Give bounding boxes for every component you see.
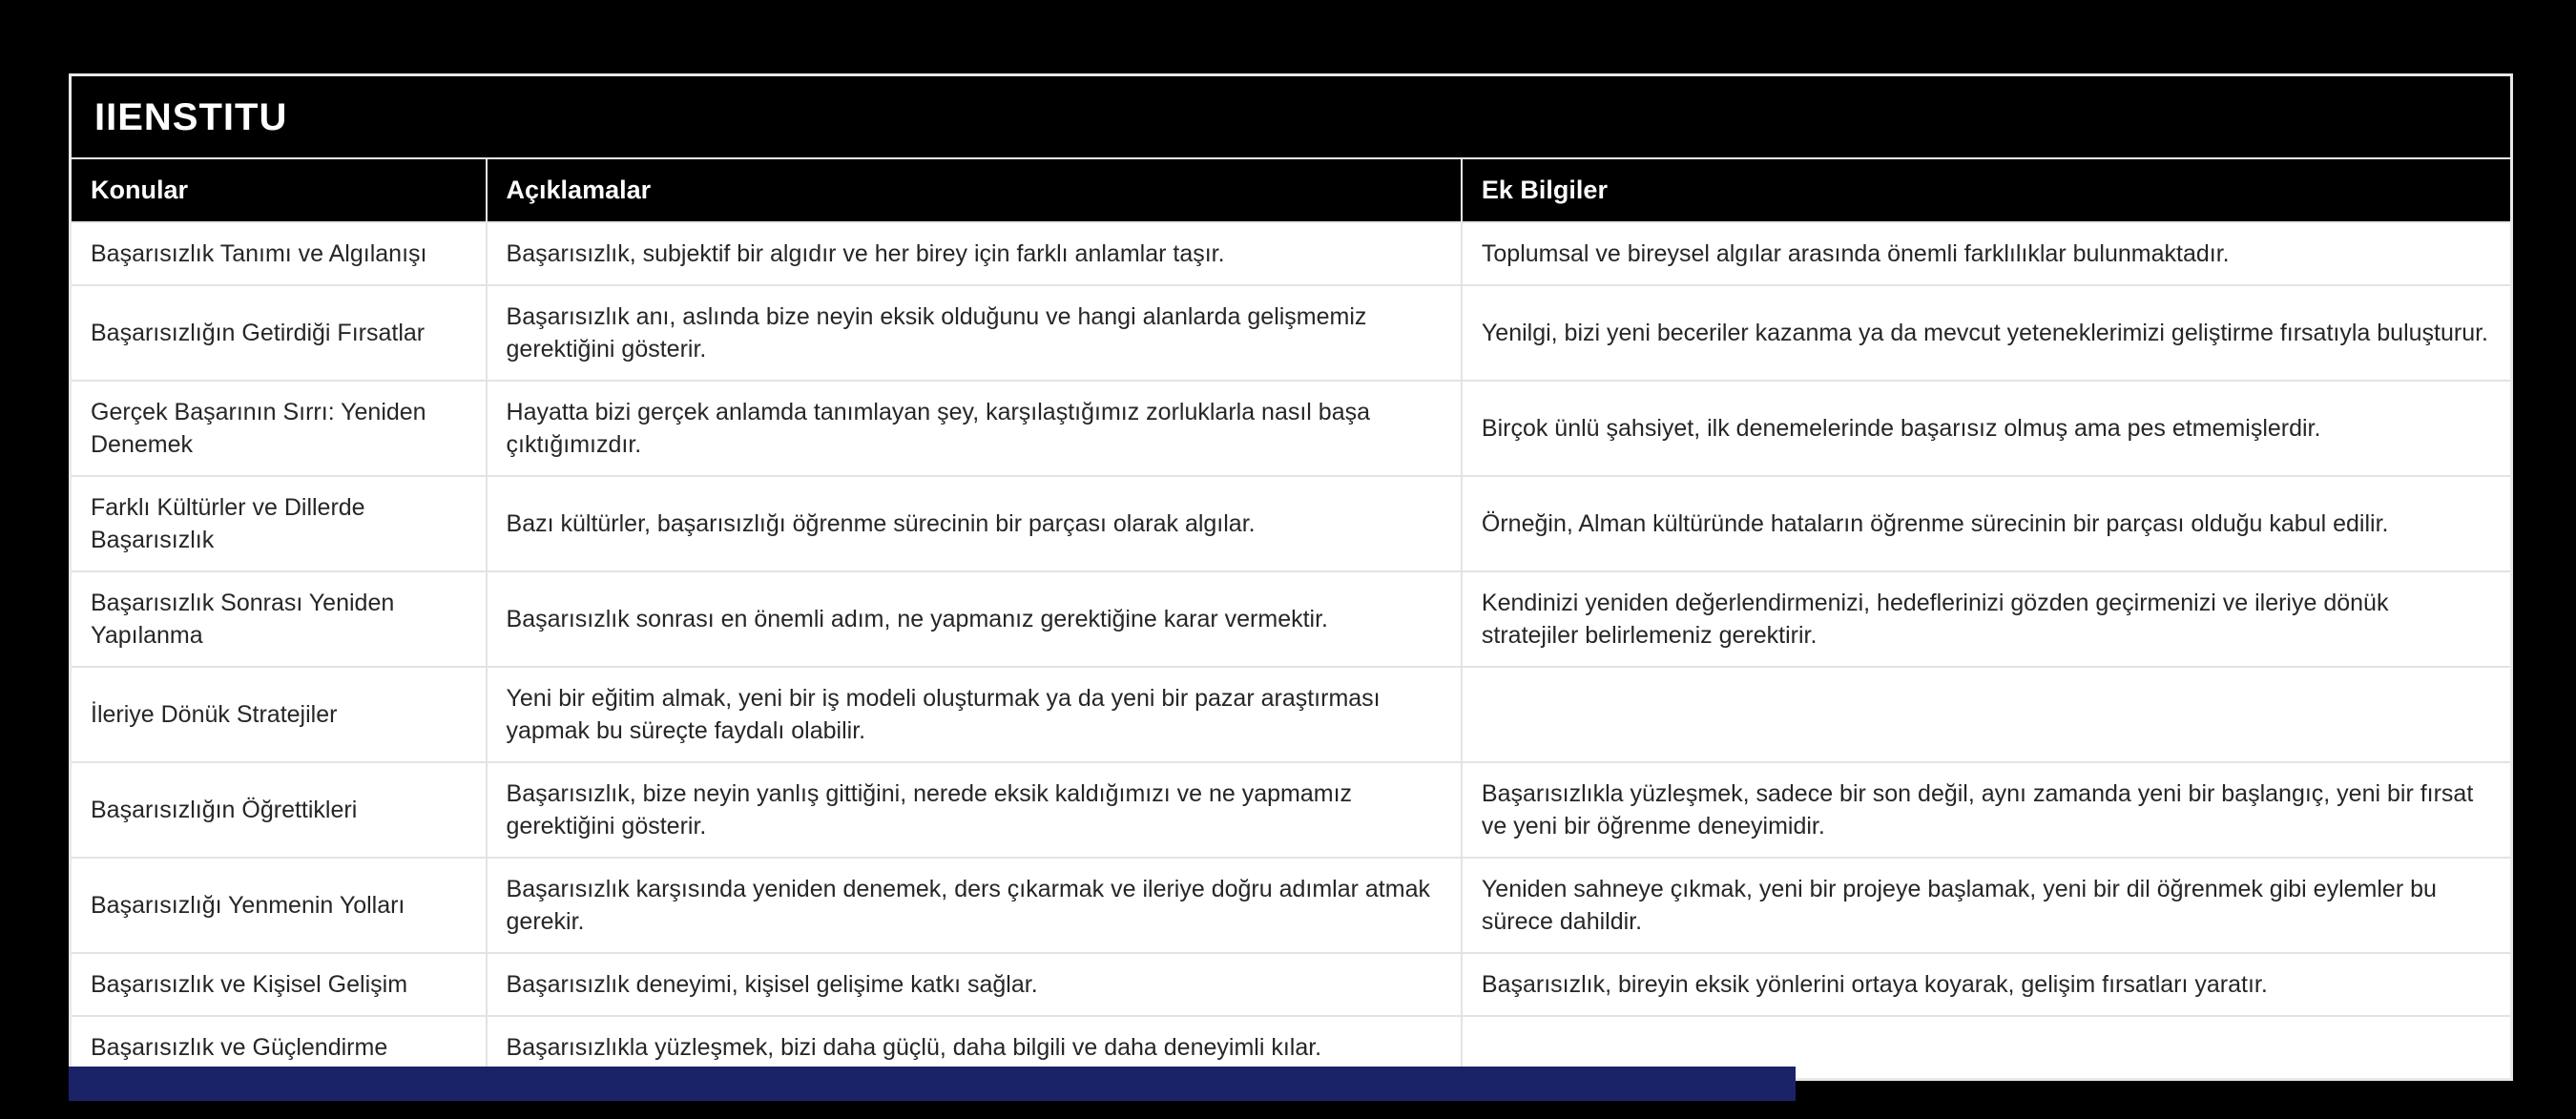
cell-ek: Başarısızlıkla yüzleşmek, sadece bir son değil, aynı zamanda yeni bir başlangıç, yeni bir fırsat ve yeni bir öğrenme deneyimidir. (1462, 762, 2510, 858)
table-row (72, 381, 2510, 476)
column-header-konular: Konular (72, 159, 487, 222)
table-card (69, 73, 2513, 1081)
topics-table (72, 159, 2510, 1078)
cell-konu: Gerçek Başarının Sırrı: Yeniden Denemek (72, 381, 487, 476)
cell-ek: Başarısızlık, bireyin eksik yönlerini ortaya koyarak, gelişim fırsatları yaratır. (1462, 953, 2510, 1016)
cell-konu: Başarısızlığın Getirdiği Fırsatlar (72, 285, 487, 381)
cell-aciklama: Başarısızlık deneyimi, kişisel gelişime katkı sağlar. (487, 953, 1462, 1016)
cell-konu: Başarısızlık ve Güçlendirme (72, 1016, 487, 1078)
cell-aciklama: Başarısızlık, bize neyin yanlış gittiğini, nerede eksik kaldığımızı ve ne yapmamız gerektiğini gösterir. (487, 762, 1462, 858)
column-header-aciklamalar: Açıklamalar (487, 159, 1462, 222)
cell-ek: Örneğin, Alman kültüründe hataların öğrenme sürecinin bir parçası olduğu kabul edilir. (1462, 476, 2510, 571)
cell-ek: Toplumsal ve bireysel algılar arasında önemli farklılıklar bulunmaktadır. (1462, 222, 2510, 285)
column-header-ek-bilgiler: Ek Bilgiler (1462, 159, 2510, 222)
cell-konu: Başarısızlığın Öğrettikleri (72, 762, 487, 858)
table-body (72, 222, 2510, 1078)
table-row (72, 762, 2510, 858)
bottom-accent-bar (69, 1067, 1796, 1101)
table-row (72, 953, 2510, 1016)
cell-ek: Kendinizi yeniden değerlendirmenizi, hedeflerinizi gözden geçirmenizi ve ileriye dönük stratejiler belirlemeniz gerektirir. (1462, 571, 2510, 667)
cell-ek: Birçok ünlü şahsiyet, ilk denemelerinde başarısız olmuş ama pes etmemişlerdir. (1462, 381, 2510, 476)
cell-konu: Farklı Kültürler ve Dillerde Başarısızlık (72, 476, 487, 571)
cell-aciklama: Başarısızlık karşısında yeniden denemek, ders çıkarmak ve ileriye doğru adımlar atmak gerekir. (487, 858, 1462, 953)
table-row (72, 222, 2510, 285)
table-row (72, 858, 2510, 953)
cell-ek (1462, 667, 2510, 762)
cell-aciklama: Başarısızlık anı, aslında bize neyin eksik olduğunu ve hangi alanlarda gelişmemiz gerektiğini gösterir. (487, 285, 1462, 381)
cell-aciklama: Başarısızlık, subjektif bir algıdır ve her birey için farklı anlamlar taşır. (487, 222, 1462, 285)
cell-konu: Başarısızlık ve Kişisel Gelişim (72, 953, 487, 1016)
cell-aciklama: Bazı kültürler, başarısızlığı öğrenme sürecinin bir parçası olarak algılar. (487, 476, 1462, 571)
cell-aciklama: Hayatta bizi gerçek anlamda tanımlayan şey, karşılaştığımız zorluklarla nasıl başa çıktığımızdır. (487, 381, 1462, 476)
table-row (72, 571, 2510, 667)
cell-ek: Yenilgi, bizi yeni beceriler kazanma ya da mevcut yeteneklerimizi geliştirme fırsatıyla buluşturur. (1462, 285, 2510, 381)
cell-konu: İleriye Dönük Stratejiler (72, 667, 487, 762)
page-title: IIENSTITU (72, 76, 2510, 159)
table-row (72, 476, 2510, 571)
cell-aciklama: Yeni bir eğitim almak, yeni bir iş modeli oluşturmak ya da yeni bir pazar araştırması yapmak bu süreçte faydalı olabilir. (487, 667, 1462, 762)
table-row (72, 667, 2510, 762)
table-row (72, 285, 2510, 381)
cell-konu: Başarısızlık Tanımı ve Algılanışı (72, 222, 487, 285)
cell-konu: Başarısızlık Sonrası Yeniden Yapılanma (72, 571, 487, 667)
cell-aciklama: Başarısızlık sonrası en önemli adım, ne yapmanız gerektiğine karar vermektir. (487, 571, 1462, 667)
cell-aciklama: Başarısızlıkla yüzleşmek, bizi daha güçlü, daha bilgili ve daha deneyimli kılar. (487, 1016, 1462, 1078)
cell-konu: Başarısızlığı Yenmenin Yolları (72, 858, 487, 953)
table-header-row (72, 159, 2510, 222)
cell-ek: Yeniden sahneye çıkmak, yeni bir projeye başlamak, yeni bir dil öğrenmek gibi eylemler bu sürece dahildir. (1462, 858, 2510, 953)
